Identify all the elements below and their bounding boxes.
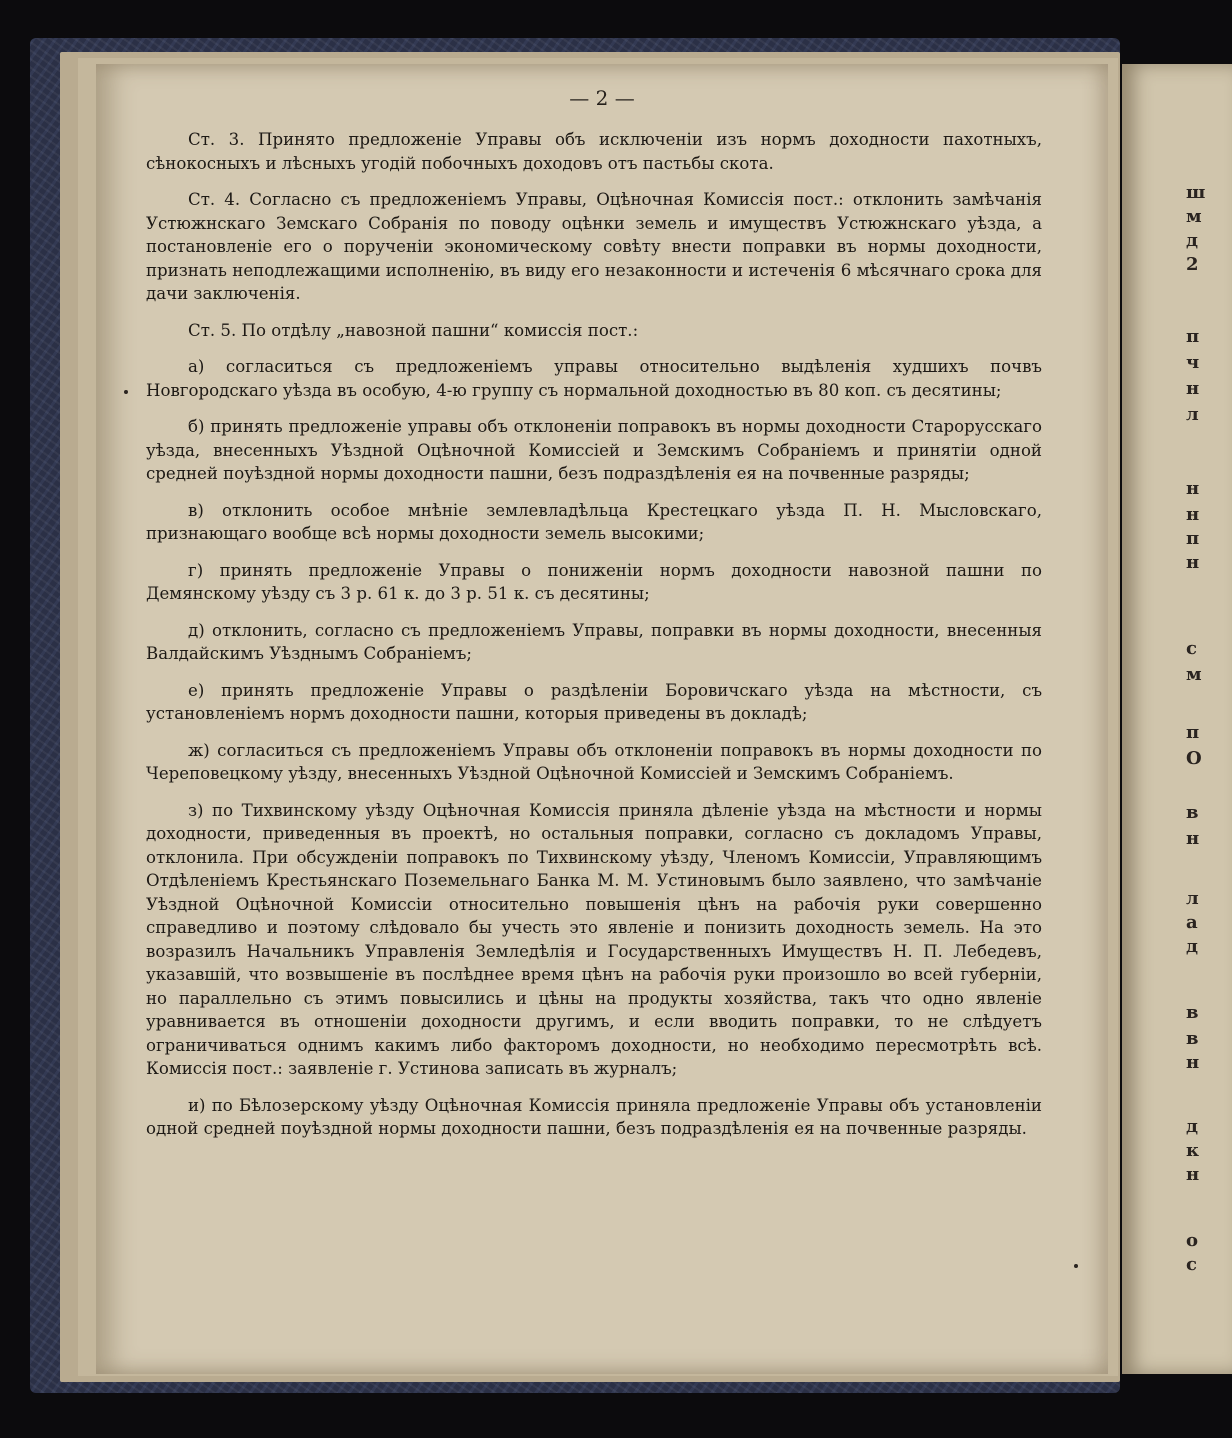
fragment: в	[1186, 1028, 1199, 1049]
paragraph-art-4: Ст. 4. Согласно съ предложеніемъ Управы, Оцѣночная Комиссія пост.: отклонить замѣчанія Устюжнскаго Земскаго Собранія по поводу оцѣнки земель и имуществъ Устюжнскаго уѣзда, а постановленіе его о порученіи экономическому совѣту внести поправки въ нормы доходности, признать неподлежащими исполненію, въ виду его незаконности и истеченія 6 мѣсячнаго срока для дачи заключенія.	[146, 190, 1042, 303]
page-body	[146, 128, 1042, 1154]
fragment: н	[1186, 1164, 1200, 1185]
paragraph-item-v: в) отклонить особое мнѣніе землевладѣльца Крестецкаго уѣзда П. Н. Мысловскаго, признающаго вообще всѣ нормы доходности земель высокими;	[146, 500, 1042, 543]
fragment: п	[1186, 326, 1200, 347]
fragment: н	[1186, 478, 1200, 499]
paragraph-item-z: з) по Тихвинскому уѣзду Оцѣночная Комиссія приняла дѣленіе уѣзда на мѣстности и нормы доходности, приведенныя въ проектѣ, но остальныя поправки, согласно съ докладомъ Управы, отклонила. При обсужденіи поправокъ по Тихвинскому уѣзду, Членомъ Комиссіи, Управляющимъ Отдѣленіемъ Крестьянскаго Поземельнаго Банка М. М. Устиновымъ было заявлено, что замѣчаніе Уѣздной Оцѣночной Комиссіи относительно повышенія цѣнъ на рабочія руки совершенно справедливо и поэтому слѣдовало бы учесть это явленіе и понизить доходность земель. На это возразилъ Начальникъ Управленія Земледѣлія и Государственныхъ Имуществъ Н. П. Лебедевъ, указавшій, что возвышеніе въ послѣднее время цѣнъ на рабочія руки произошло во всей губерніи, но параллельно съ этимъ повысились и цѣны на продукты хозяйства, такъ что одно явленіе уравнивается въ отношеніи доходности другимъ, и если вводить поправки, то не слѣдуетъ ограничиваться однимъ какимъ либо факторомъ доходности, но необходимо пересмотрѣть всѣ. Комиссія пост.: заявленіе г. Устинова записать въ журналъ;	[146, 800, 1042, 1078]
fragment: 2	[1186, 254, 1199, 275]
fragment: н	[1186, 552, 1200, 573]
paragraph-item-e: е) принять предложеніе Управы о раздѣленіи Боровичскаго уѣзда на мѣстности, съ установленіемъ нормъ доходности пашни, которыя приведены въ докладѣ;	[146, 680, 1042, 723]
margin-mark	[124, 390, 128, 394]
fragment: о	[1186, 1230, 1199, 1251]
fragment: н	[1186, 378, 1200, 399]
fragment: д	[1186, 936, 1198, 957]
fragment: н	[1186, 504, 1200, 525]
fragment: в	[1186, 1002, 1199, 1023]
paragraph-art-3: Ст. 3. Принято предложеніе Управы объ исключеніи изъ нормъ доходности пахотныхъ, сѣнокосныхъ и лѣсныхъ угодій побочныхъ доходовъ отъ пастьбы скота.	[146, 130, 1042, 173]
paragraph-item-a: а) согласиться съ предложеніемъ управы относительно выдѣленія худшихъ почвъ Новгородскаго уѣзда въ особую, 4-ю группу съ нормальной доходностью въ 80 коп. съ десятины;	[146, 357, 1042, 400]
fragment: О	[1186, 748, 1202, 769]
fragment: д	[1186, 230, 1198, 251]
fragment: п	[1186, 722, 1200, 743]
fragment: д	[1186, 1116, 1198, 1137]
fragment: с	[1186, 638, 1197, 659]
paragraph-item-b: б) принять предложеніе управы объ отклоненіи поправокъ въ нормы доходности Старорусскаго уѣзда, внесенныхъ Уѣздной Оцѣночной Комиссіей и Земскимъ Собраніемъ и принятіи одной средней поуѣздной нормы доходности пашни, безъ подраздѣленія ея на почвенные разряды;	[146, 417, 1042, 483]
fragment: м	[1186, 206, 1202, 227]
fragment: л	[1186, 404, 1199, 425]
fragment: ч	[1186, 352, 1200, 373]
fragment: с	[1186, 1254, 1197, 1275]
fragment: а	[1186, 912, 1198, 933]
fragment: п	[1186, 528, 1200, 549]
fragment: н	[1186, 1052, 1200, 1073]
right-page-sliver	[1122, 64, 1232, 1374]
fragment: в	[1186, 802, 1199, 823]
fragment: н	[1186, 828, 1200, 849]
paragraph-item-d: д) отклонить, согласно съ предложеніемъ Управы, поправки въ нормы доходности, внесенныя Валдайскимъ Уѣзднымъ Собраніемъ;	[146, 620, 1042, 663]
fragment: м	[1186, 664, 1202, 685]
paragraph-item-i: и) по Бѣлозерскому уѣзду Оцѣночная Комиссія приняла предложеніе Управы объ установленіи одной средней поуѣздной нормы доходности пашни, безъ подраздѣленія ея на почвенные разряды.	[146, 1095, 1042, 1138]
paragraph-art-5: Ст. 5. По отдѣлу „навозной пашни“ комиссія пост.:	[188, 320, 639, 340]
page-number-header: — 2 —	[569, 86, 635, 110]
margin-mark	[1074, 1264, 1078, 1268]
paragraph-item-zh: ж) согласиться съ предложеніемъ Управы объ отклоненіи поправокъ въ нормы доходности по Череповецкому уѣзду, внесенныхъ Уѣздной Оцѣночной Комиссіей и Земскимъ Собраніемъ.	[146, 740, 1042, 783]
fragment: к	[1186, 1140, 1199, 1161]
fragment: ш	[1186, 182, 1206, 203]
paragraph-item-g: г) принять предложеніе Управы о пониженіи нормъ доходности навозной пашни по Демянскому уѣзду съ 3 р. 61 к. до 3 р. 51 к. съ десятины;	[146, 560, 1042, 603]
fragment: л	[1186, 888, 1199, 909]
